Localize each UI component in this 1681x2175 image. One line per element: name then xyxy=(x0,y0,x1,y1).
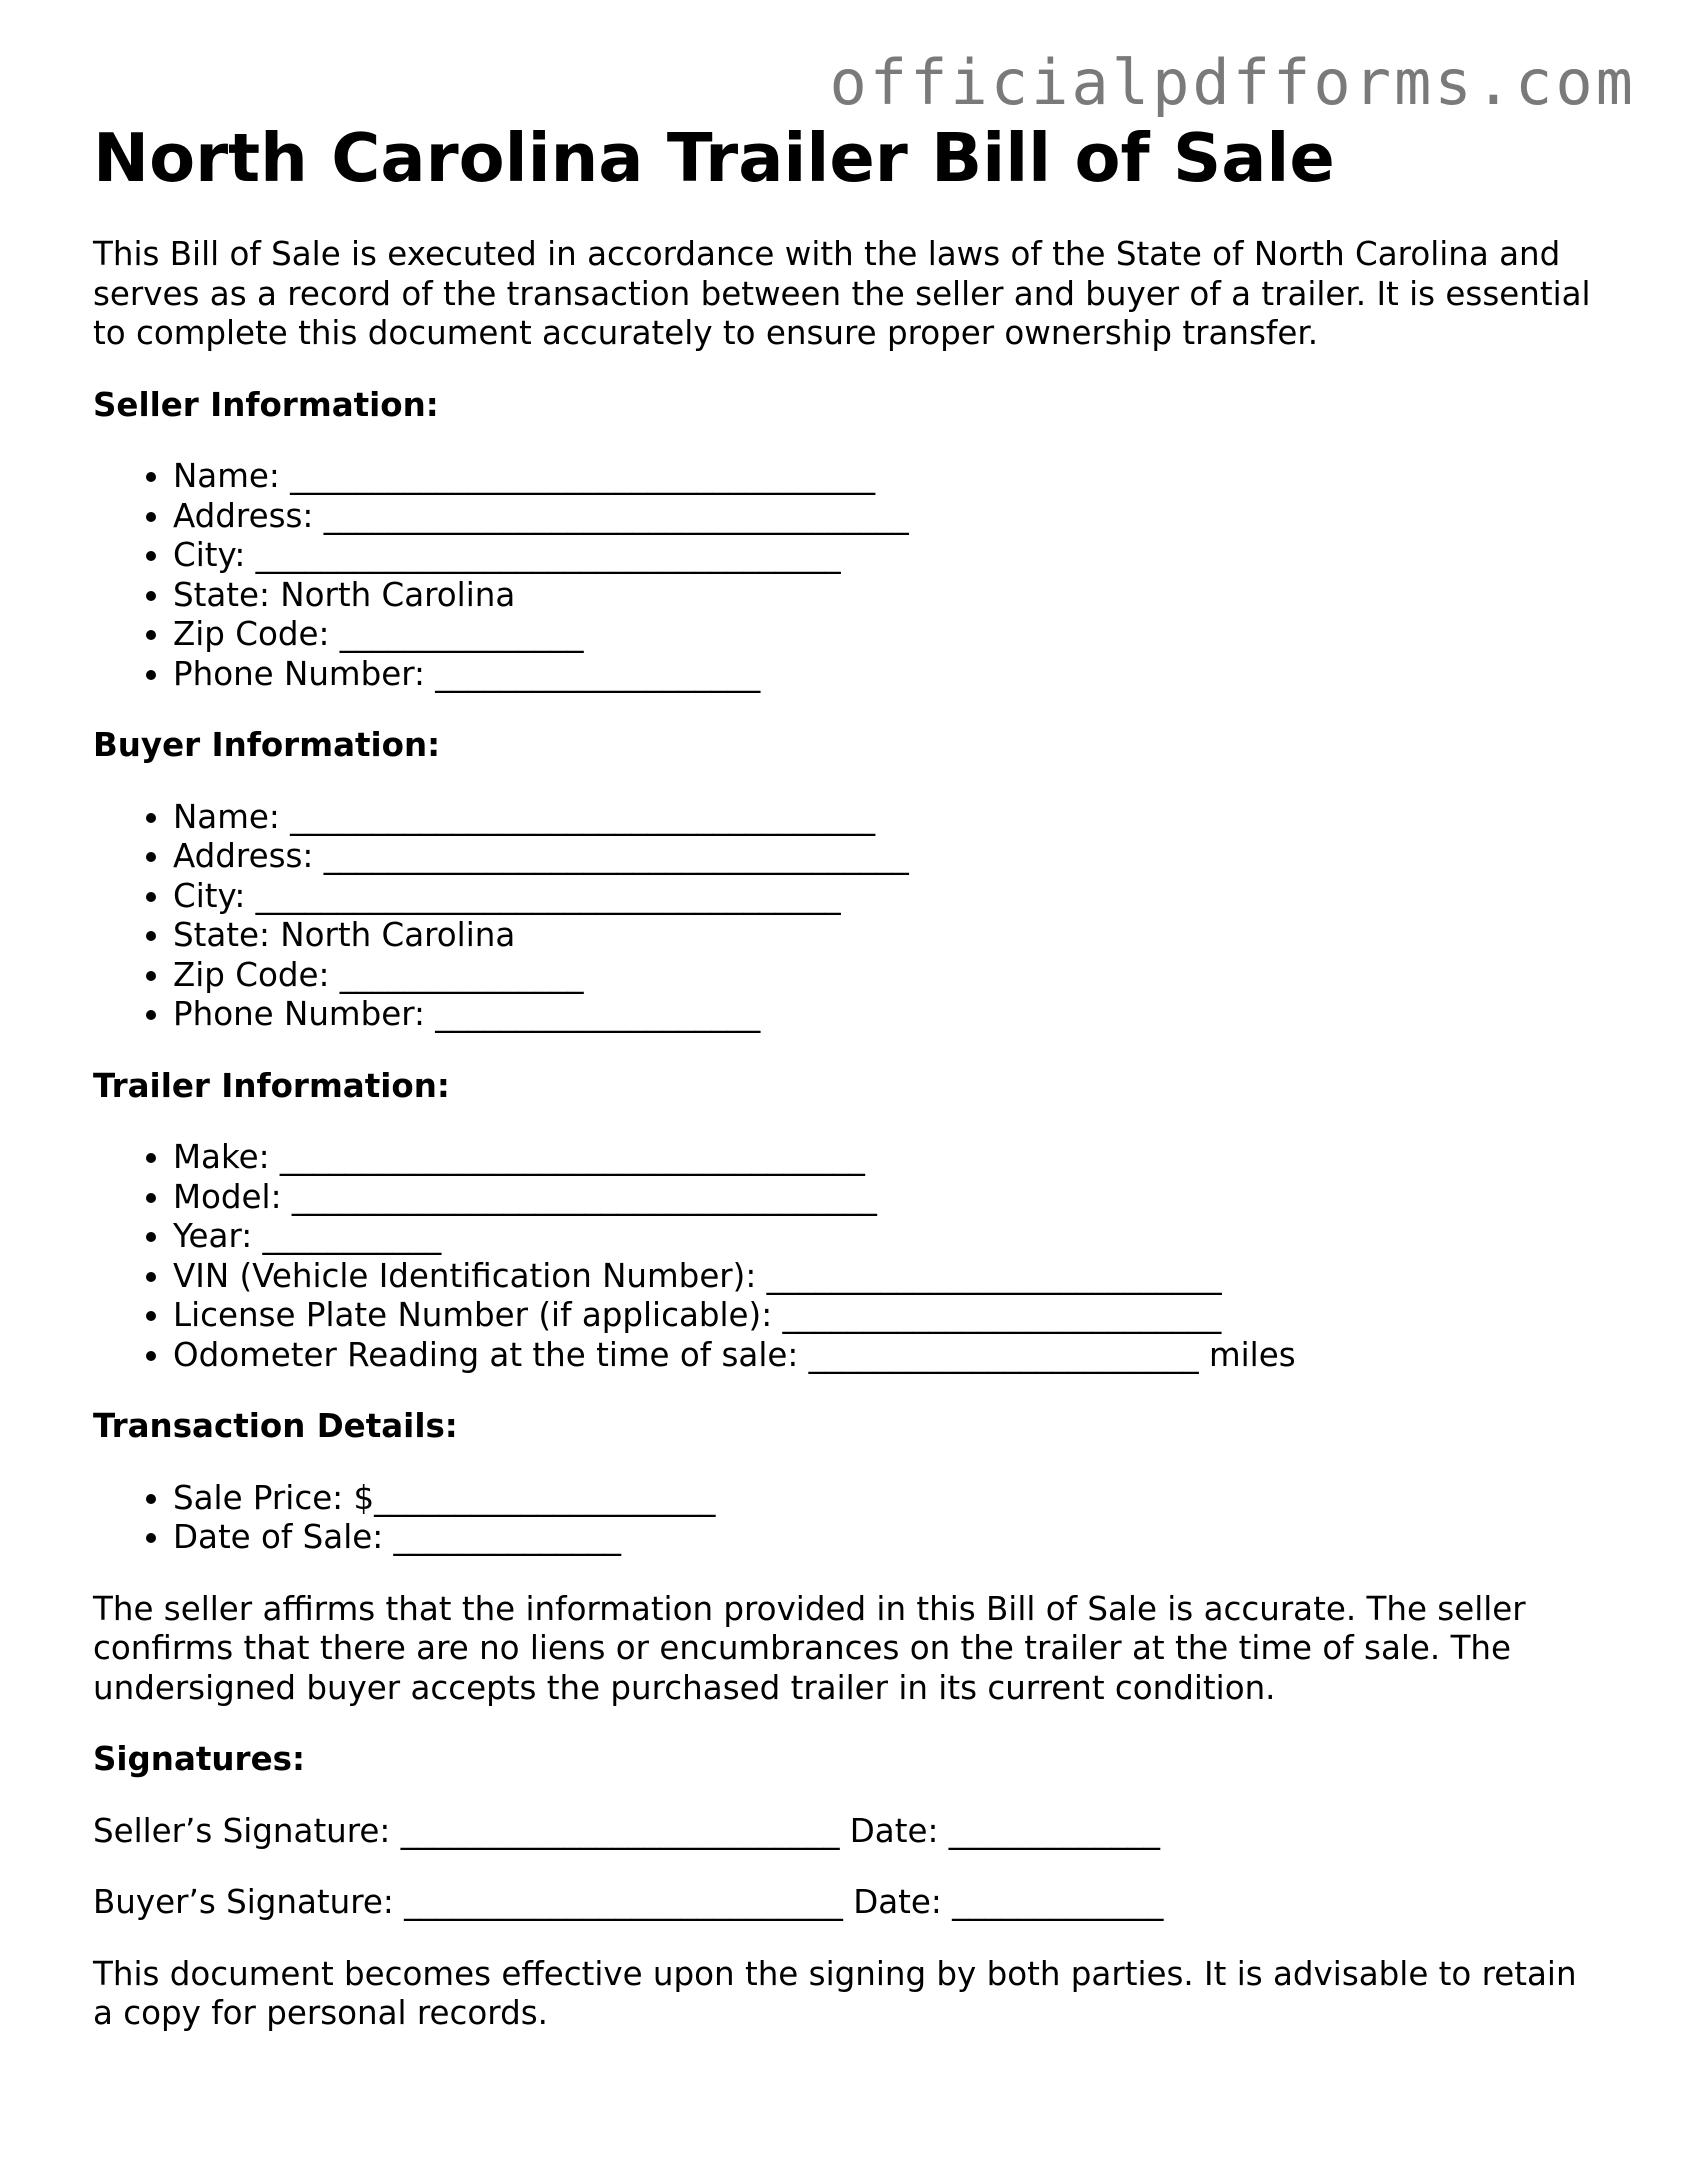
seller-signature-line[interactable]: Seller’s Signature: ___________________________ Date: _____________ xyxy=(93,1811,1160,1850)
sale-price-field[interactable]: • Sale Price: $_____________________ xyxy=(173,1479,1593,1519)
buyer-signature-line[interactable]: Buyer’s Signature: ___________________________ Date: _____________ xyxy=(93,1883,1164,1922)
trailer-heading: Trailer Information: xyxy=(93,1066,450,1105)
seller-phone-field[interactable]: • Phone Number: ____________________ xyxy=(173,655,1593,695)
buyer-phone-field[interactable]: • Phone Number: ____________________ xyxy=(173,995,1593,1035)
trailer-make-field[interactable]: • Make: ____________________________________ xyxy=(173,1138,1593,1178)
affirmation-paragraph: The seller affirms that the information provided in this Bill of Sale is accurate. The seller confirms that there are no liens or encumbrances on the trailer at the time of sale. The undersigned buyer accepts the purchased trailer in its current condition. xyxy=(93,1589,1526,1707)
buyer-heading: Buyer Information: xyxy=(93,726,441,765)
seller-city-field[interactable]: • City: ____________________________________ xyxy=(173,536,1593,576)
signatures-heading: Signatures: xyxy=(93,1740,305,1779)
transaction-heading: Transaction Details: xyxy=(93,1407,458,1446)
document-page xyxy=(93,118,1593,2034)
watermark: officialpdfforms.com xyxy=(829,46,1636,119)
closing-paragraph: This document becomes effective upon the signing by both parties. It is advisable to retain a copy for personal records. xyxy=(93,1954,1577,2033)
trailer-vin-field[interactable]: • VIN (Vehicle Identification Number): ____________________________ xyxy=(173,1257,1593,1297)
transaction-list xyxy=(93,1479,1593,1558)
buyer-city-field[interactable]: • City: ____________________________________ xyxy=(173,877,1593,917)
trailer-year-field[interactable]: • Year: ___________ xyxy=(173,1217,1593,1257)
trailer-info-list xyxy=(93,1138,1593,1375)
seller-state-item: • State: North Carolina xyxy=(173,576,1593,616)
seller-info-list xyxy=(93,457,1593,694)
trailer-plate-field[interactable]: • License Plate Number (if applicable): ___________________________ xyxy=(173,1296,1593,1336)
buyer-zip-field[interactable]: • Zip Code: _______________ xyxy=(173,956,1593,996)
page-title: North Carolina Trailer Bill of Sale xyxy=(93,119,1335,197)
intro-paragraph: This Bill of Sale is executed in accordance with the laws of the State of North Carolina and serves as a record of the transaction between the seller and buyer of a trailer. It is essential to complete this document accurately to ensure proper ownership transfer. xyxy=(93,235,1591,353)
seller-name-field[interactable]: • Name: ____________________________________ xyxy=(173,457,1593,497)
buyer-state-item: • State: North Carolina xyxy=(173,916,1593,956)
seller-heading: Seller Information: xyxy=(93,385,439,424)
seller-address-field[interactable]: • Address: ____________________________________ xyxy=(173,497,1593,537)
buyer-address-field[interactable]: • Address: ____________________________________ xyxy=(173,837,1593,877)
sale-date-field[interactable]: • Date of Sale: ______________ xyxy=(173,1518,1593,1558)
buyer-name-field[interactable]: • Name: ____________________________________ xyxy=(173,798,1593,838)
buyer-info-list xyxy=(93,798,1593,1035)
seller-zip-field[interactable]: • Zip Code: _______________ xyxy=(173,615,1593,655)
trailer-odometer-field[interactable]: • Odometer Reading at the time of sale: ________________________ miles xyxy=(173,1336,1593,1376)
trailer-model-field[interactable]: • Model: ____________________________________ xyxy=(173,1178,1593,1218)
